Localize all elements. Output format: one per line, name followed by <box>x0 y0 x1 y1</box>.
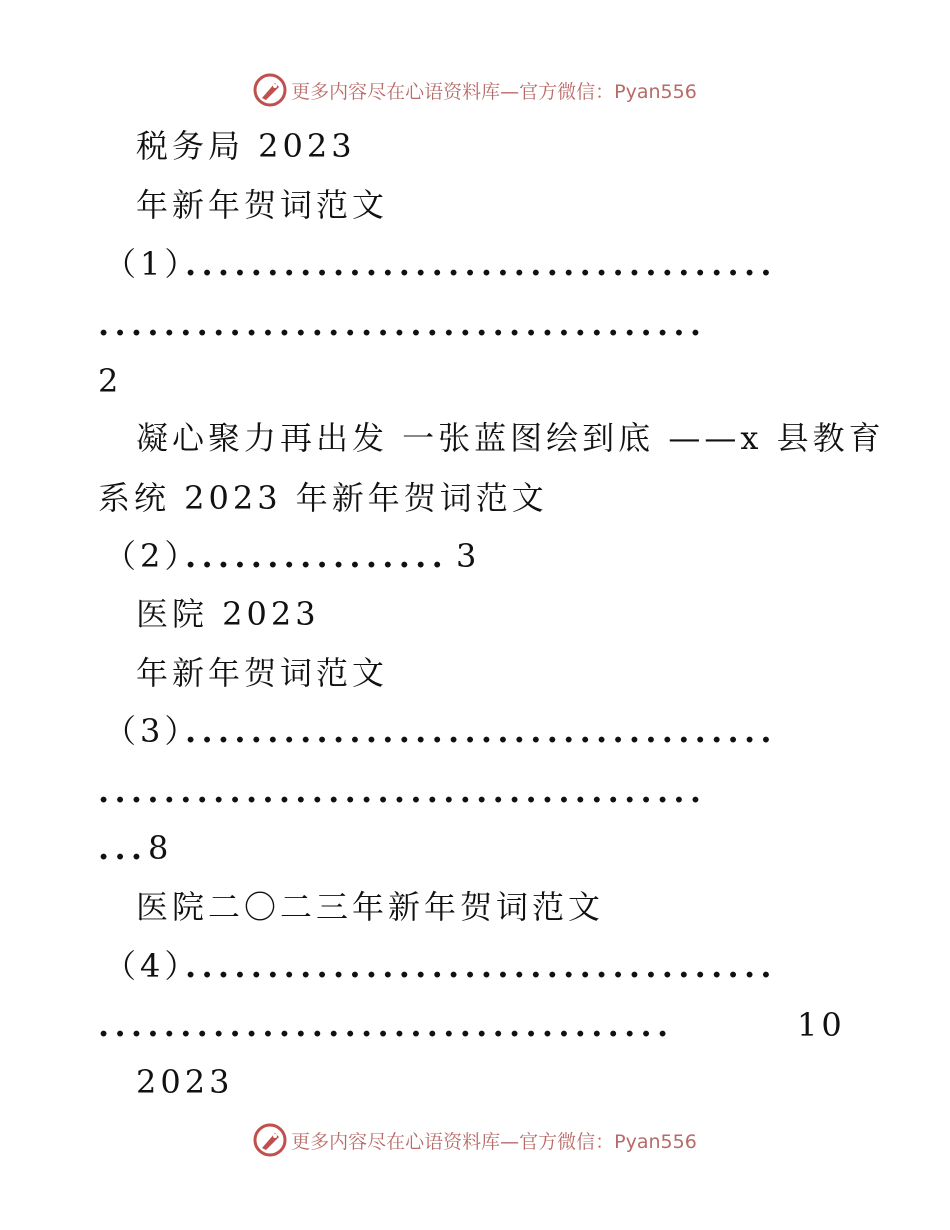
toc-entry-4-title: 医院二〇二三年新年贺词范文 <box>136 888 605 926</box>
header-banner <box>0 68 950 112</box>
toc-entry-3-page: 8 <box>148 829 173 867</box>
header-banner-text: 更多内容尽在心语资料库—官方微信：Pyan556 <box>291 80 697 103</box>
toc-entry-1-title-line-1: 税务局 2023 <box>136 127 356 165</box>
toc-entry-3-leader-1: .................................... <box>185 712 777 750</box>
toc-entry-4-index: （4） <box>104 947 201 985</box>
footer-banner <box>0 1118 950 1162</box>
toc-entry-5-title: 2023 <box>136 1063 234 1101</box>
toc-entry-1-page: 2 <box>98 362 123 400</box>
toc-entry-2-title-line-2: 系统 2023 年新年贺词范文 <box>98 479 548 517</box>
toc-entry-1-title-line-2: 年新年贺词范文 <box>136 186 389 224</box>
toc-entry-3-title-line-2: 年新年贺词范文 <box>136 654 389 692</box>
toc-entry-1-index: （1） <box>104 245 201 283</box>
toc-entry-4-page: 10 <box>797 1006 846 1044</box>
toc-entry-2-leader: ................ <box>185 537 449 575</box>
toc-entry-3-leader-3: ... <box>98 829 148 867</box>
toc-entry-3-leader-2: ..................................... <box>98 772 707 810</box>
toc-entry-1-leader-1: .................................... <box>185 245 777 283</box>
toc-entry-1-leader-2: ..................................... <box>98 305 707 343</box>
toc-entry-4-leader-1: .................................... <box>185 947 777 985</box>
pen-nib-logo-icon <box>253 73 287 107</box>
toc-entry-2-index: （2） <box>104 537 201 575</box>
pen-nib-logo-icon <box>253 1123 287 1157</box>
toc-entry-2-page: 3 <box>456 537 481 575</box>
toc-entry-4-leader-2: ................................... <box>98 1006 674 1044</box>
toc-entry-3-title-line-1: 医院 2023 <box>136 595 320 633</box>
toc-entry-2-title-line-1: 凝心聚力再出发 一张蓝图绘到底 ——x 县教育 <box>136 419 885 457</box>
footer-banner-text: 更多内容尽在心语资料库—官方微信：Pyan556 <box>291 1130 697 1153</box>
toc-entry-3-index: （3） <box>104 712 201 750</box>
